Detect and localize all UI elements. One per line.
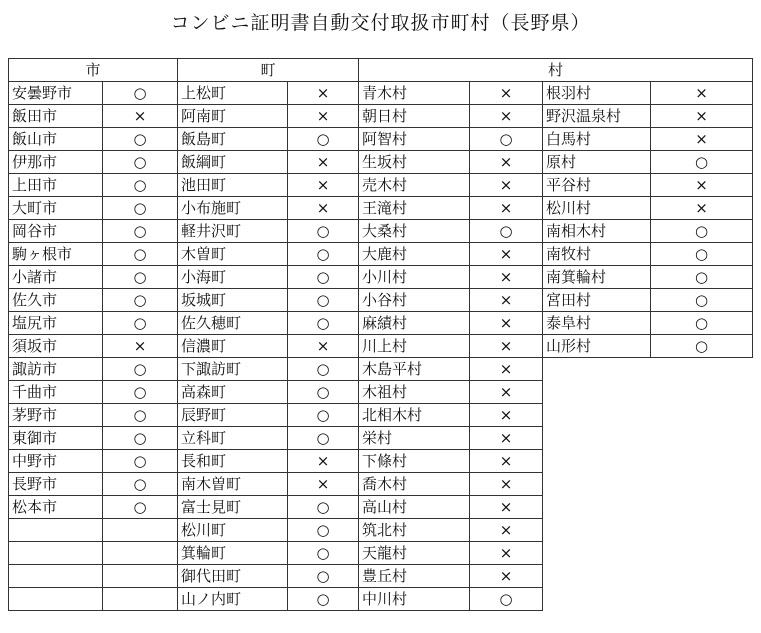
shi-mark-cell: ○	[103, 174, 178, 197]
mura-name-cell: 小川村	[359, 266, 470, 289]
machi-mark-cell: ×	[288, 82, 359, 105]
shi-name-cell: 松本市	[9, 496, 103, 519]
mura-name-cell: 山形村	[543, 335, 651, 358]
mura-mark-cell: ×	[651, 128, 753, 151]
mura-mark-cell: ○	[651, 151, 753, 174]
mura-name-cell: 豊丘村	[359, 565, 470, 588]
mura-mark-cell: ×	[470, 335, 543, 358]
shi-name-cell: 佐久市	[9, 289, 103, 312]
mura-name-cell: 阿智村	[359, 128, 470, 151]
empty-cell	[543, 588, 651, 611]
empty-cell	[9, 565, 103, 588]
machi-mark-cell: ○	[288, 266, 359, 289]
machi-mark-cell: ×	[288, 197, 359, 220]
empty-cell	[103, 588, 178, 611]
shi-name-cell: 諏訪市	[9, 358, 103, 381]
shi-name-cell: 上田市	[9, 174, 103, 197]
machi-name-cell: 辰野町	[178, 404, 288, 427]
mura-name-cell: 大桑村	[359, 220, 470, 243]
shi-name-cell: 駒ヶ根市	[9, 243, 103, 266]
machi-name-cell: 坂城町	[178, 289, 288, 312]
mura-name-cell: 泰阜村	[543, 312, 651, 335]
mura-mark-cell: ×	[470, 542, 543, 565]
shi-name-cell: 長野市	[9, 473, 103, 496]
shi-mark-cell: ○	[103, 197, 178, 220]
machi-mark-cell: ○	[288, 496, 359, 519]
mura-mark-cell: ○	[651, 335, 753, 358]
machi-name-cell: 富士見町	[178, 496, 288, 519]
shi-name-cell: 伊那市	[9, 151, 103, 174]
table-row	[9, 565, 753, 588]
empty-cell	[543, 381, 651, 404]
shi-name-cell: 小諸市	[9, 266, 103, 289]
mura-mark-cell: ×	[470, 358, 543, 381]
header-mura: 村	[359, 59, 753, 82]
table-row	[9, 220, 753, 243]
machi-mark-cell: ○	[288, 128, 359, 151]
mura-mark-cell: ×	[470, 312, 543, 335]
shi-mark-cell: ○	[103, 243, 178, 266]
shi-name-cell: 東御市	[9, 427, 103, 450]
mura-name-cell: 天龍村	[359, 542, 470, 565]
mura-name-cell: 木祖村	[359, 381, 470, 404]
empty-cell	[651, 519, 753, 542]
mura-name-cell: 青木村	[359, 82, 470, 105]
empty-cell	[651, 404, 753, 427]
shi-name-cell: 塩尻市	[9, 312, 103, 335]
shi-mark-cell: ○	[103, 151, 178, 174]
machi-mark-cell: ○	[288, 565, 359, 588]
machi-mark-cell: ○	[288, 588, 359, 611]
mura-name-cell: 小谷村	[359, 289, 470, 312]
empty-cell	[543, 450, 651, 473]
machi-name-cell: 池田町	[178, 174, 288, 197]
mura-mark-cell: ×	[470, 473, 543, 496]
mura-mark-cell: ×	[651, 82, 753, 105]
machi-name-cell: 木曽町	[178, 243, 288, 266]
machi-name-cell: 小海町	[178, 266, 288, 289]
header-shi: 市	[9, 59, 178, 82]
mura-mark-cell: ×	[470, 266, 543, 289]
header-machi: 町	[178, 59, 359, 82]
table-row	[9, 151, 753, 174]
mura-mark-cell: ×	[470, 427, 543, 450]
mura-name-cell: 栄村	[359, 427, 470, 450]
machi-name-cell: 山ノ内町	[178, 588, 288, 611]
shi-mark-cell: ○	[103, 266, 178, 289]
machi-name-cell: 飯島町	[178, 128, 288, 151]
empty-cell	[543, 404, 651, 427]
machi-mark-cell: ○	[288, 519, 359, 542]
mura-name-cell: 北相木村	[359, 404, 470, 427]
mura-mark-cell: ×	[651, 197, 753, 220]
mura-name-cell: 南相木村	[543, 220, 651, 243]
shi-mark-cell: ○	[103, 473, 178, 496]
empty-cell	[543, 358, 651, 381]
table-row	[9, 542, 753, 565]
shi-mark-cell: ○	[103, 289, 178, 312]
machi-mark-cell: ×	[288, 473, 359, 496]
shi-mark-cell: ○	[103, 128, 178, 151]
empty-cell	[103, 542, 178, 565]
mura-mark-cell: ×	[470, 243, 543, 266]
mura-name-cell: 売木村	[359, 174, 470, 197]
mura-mark-cell: ×	[470, 151, 543, 174]
shi-mark-cell: ○	[103, 496, 178, 519]
machi-mark-cell: ○	[288, 381, 359, 404]
table-row	[9, 404, 753, 427]
mura-name-cell: 平谷村	[543, 174, 651, 197]
municipality-table	[8, 58, 753, 611]
machi-mark-cell: ○	[288, 358, 359, 381]
machi-name-cell: 長和町	[178, 450, 288, 473]
empty-cell	[9, 542, 103, 565]
mura-mark-cell: ○	[651, 266, 753, 289]
mura-name-cell: 大鹿村	[359, 243, 470, 266]
mura-mark-cell: ×	[470, 565, 543, 588]
empty-cell	[9, 588, 103, 611]
empty-cell	[543, 496, 651, 519]
machi-name-cell: 飯綱町	[178, 151, 288, 174]
mura-name-cell: 南箕輪村	[543, 266, 651, 289]
mura-name-cell: 野沢温泉村	[543, 105, 651, 128]
table-row	[9, 312, 753, 335]
machi-mark-cell: ○	[288, 427, 359, 450]
machi-mark-cell: ×	[288, 450, 359, 473]
shi-mark-cell: ○	[103, 427, 178, 450]
machi-name-cell: 上松町	[178, 82, 288, 105]
empty-cell	[543, 427, 651, 450]
table-row	[9, 105, 753, 128]
table-row	[9, 197, 753, 220]
table-row	[9, 82, 753, 105]
mura-name-cell: 白馬村	[543, 128, 651, 151]
empty-cell	[543, 473, 651, 496]
mura-mark-cell: ×	[470, 289, 543, 312]
machi-name-cell: 南木曽町	[178, 473, 288, 496]
mura-mark-cell: ○	[651, 220, 753, 243]
shi-name-cell: 飯田市	[9, 105, 103, 128]
table-row	[9, 473, 753, 496]
shi-mark-cell: ○	[103, 358, 178, 381]
mura-mark-cell: ×	[470, 105, 543, 128]
machi-name-cell: 箕輪町	[178, 542, 288, 565]
mura-mark-cell: ×	[470, 450, 543, 473]
machi-name-cell: 信濃町	[178, 335, 288, 358]
machi-mark-cell: ○	[288, 220, 359, 243]
mura-name-cell: 木島平村	[359, 358, 470, 381]
machi-mark-cell: ×	[288, 335, 359, 358]
mura-name-cell: 中川村	[359, 588, 470, 611]
shi-mark-cell: ○	[103, 381, 178, 404]
shi-mark-cell: ○	[103, 450, 178, 473]
machi-mark-cell: ×	[288, 151, 359, 174]
mura-mark-cell: ○	[470, 128, 543, 151]
mura-mark-cell: ×	[470, 82, 543, 105]
table-row	[9, 496, 753, 519]
machi-name-cell: 軽井沢町	[178, 220, 288, 243]
mura-name-cell: 川上村	[359, 335, 470, 358]
mura-mark-cell: ×	[651, 174, 753, 197]
mura-name-cell: 南牧村	[543, 243, 651, 266]
empty-cell	[651, 542, 753, 565]
machi-name-cell: 小布施町	[178, 197, 288, 220]
empty-cell	[651, 381, 753, 404]
shi-name-cell: 岡谷市	[9, 220, 103, 243]
machi-mark-cell: ○	[288, 312, 359, 335]
mura-name-cell: 王滝村	[359, 197, 470, 220]
machi-name-cell: 高森町	[178, 381, 288, 404]
mura-mark-cell: ○	[651, 312, 753, 335]
machi-mark-cell: ×	[288, 105, 359, 128]
machi-name-cell: 松川町	[178, 519, 288, 542]
mura-mark-cell: ×	[470, 197, 543, 220]
mura-mark-cell: ○	[651, 243, 753, 266]
mura-mark-cell: ×	[651, 105, 753, 128]
machi-name-cell: 立科町	[178, 427, 288, 450]
mura-mark-cell: ○	[470, 220, 543, 243]
shi-name-cell: 千曲市	[9, 381, 103, 404]
mura-mark-cell: ○	[651, 289, 753, 312]
table-row	[9, 450, 753, 473]
table-row	[9, 519, 753, 542]
shi-name-cell: 安曇野市	[9, 82, 103, 105]
empty-cell	[651, 588, 753, 611]
mura-mark-cell: ×	[470, 519, 543, 542]
page-title: コンビニ証明書自動交付取扱市町村（長野県）	[170, 12, 591, 34]
table-row	[9, 266, 753, 289]
shi-mark-cell: ×	[103, 335, 178, 358]
machi-mark-cell: ○	[288, 289, 359, 312]
table-row	[9, 381, 753, 404]
mura-name-cell: 宮田村	[543, 289, 651, 312]
table-row	[9, 243, 753, 266]
shi-mark-cell: ○	[103, 82, 178, 105]
empty-cell	[543, 542, 651, 565]
mura-mark-cell: ○	[470, 588, 543, 611]
shi-mark-cell: ×	[103, 105, 178, 128]
mura-mark-cell: ×	[470, 381, 543, 404]
machi-mark-cell: ×	[288, 174, 359, 197]
empty-cell	[651, 450, 753, 473]
table-row	[9, 358, 753, 381]
empty-cell	[9, 519, 103, 542]
shi-name-cell: 飯山市	[9, 128, 103, 151]
shi-mark-cell: ○	[103, 220, 178, 243]
mura-name-cell: 原村	[543, 151, 651, 174]
empty-cell	[651, 565, 753, 588]
mura-name-cell: 根羽村	[543, 82, 651, 105]
mura-name-cell: 麻績村	[359, 312, 470, 335]
table-row	[9, 427, 753, 450]
empty-cell	[543, 519, 651, 542]
shi-mark-cell: ○	[103, 404, 178, 427]
machi-name-cell: 佐久穂町	[178, 312, 288, 335]
empty-cell	[543, 565, 651, 588]
shi-name-cell: 須坂市	[9, 335, 103, 358]
empty-cell	[651, 496, 753, 519]
machi-name-cell: 下諏訪町	[178, 358, 288, 381]
mura-name-cell: 朝日村	[359, 105, 470, 128]
mura-name-cell: 筑北村	[359, 519, 470, 542]
machi-name-cell: 御代田町	[178, 565, 288, 588]
mura-mark-cell: ×	[470, 496, 543, 519]
shi-mark-cell: ○	[103, 312, 178, 335]
mura-mark-cell: ×	[470, 404, 543, 427]
mura-name-cell: 生坂村	[359, 151, 470, 174]
machi-mark-cell: ○	[288, 542, 359, 565]
machi-mark-cell: ○	[288, 243, 359, 266]
mura-name-cell: 喬木村	[359, 473, 470, 496]
empty-cell	[103, 565, 178, 588]
empty-cell	[651, 358, 753, 381]
table-row	[9, 335, 753, 358]
shi-name-cell: 大町市	[9, 197, 103, 220]
mura-name-cell: 松川村	[543, 197, 651, 220]
table-row	[9, 588, 753, 611]
table-row	[9, 174, 753, 197]
machi-mark-cell: ○	[288, 404, 359, 427]
table-row	[9, 128, 753, 151]
machi-name-cell: 阿南町	[178, 105, 288, 128]
mura-name-cell: 下條村	[359, 450, 470, 473]
shi-name-cell: 中野市	[9, 450, 103, 473]
mura-mark-cell: ×	[470, 174, 543, 197]
empty-cell	[651, 473, 753, 496]
empty-cell	[651, 427, 753, 450]
shi-name-cell: 茅野市	[9, 404, 103, 427]
empty-cell	[103, 519, 178, 542]
table-row	[9, 289, 753, 312]
mura-name-cell: 高山村	[359, 496, 470, 519]
